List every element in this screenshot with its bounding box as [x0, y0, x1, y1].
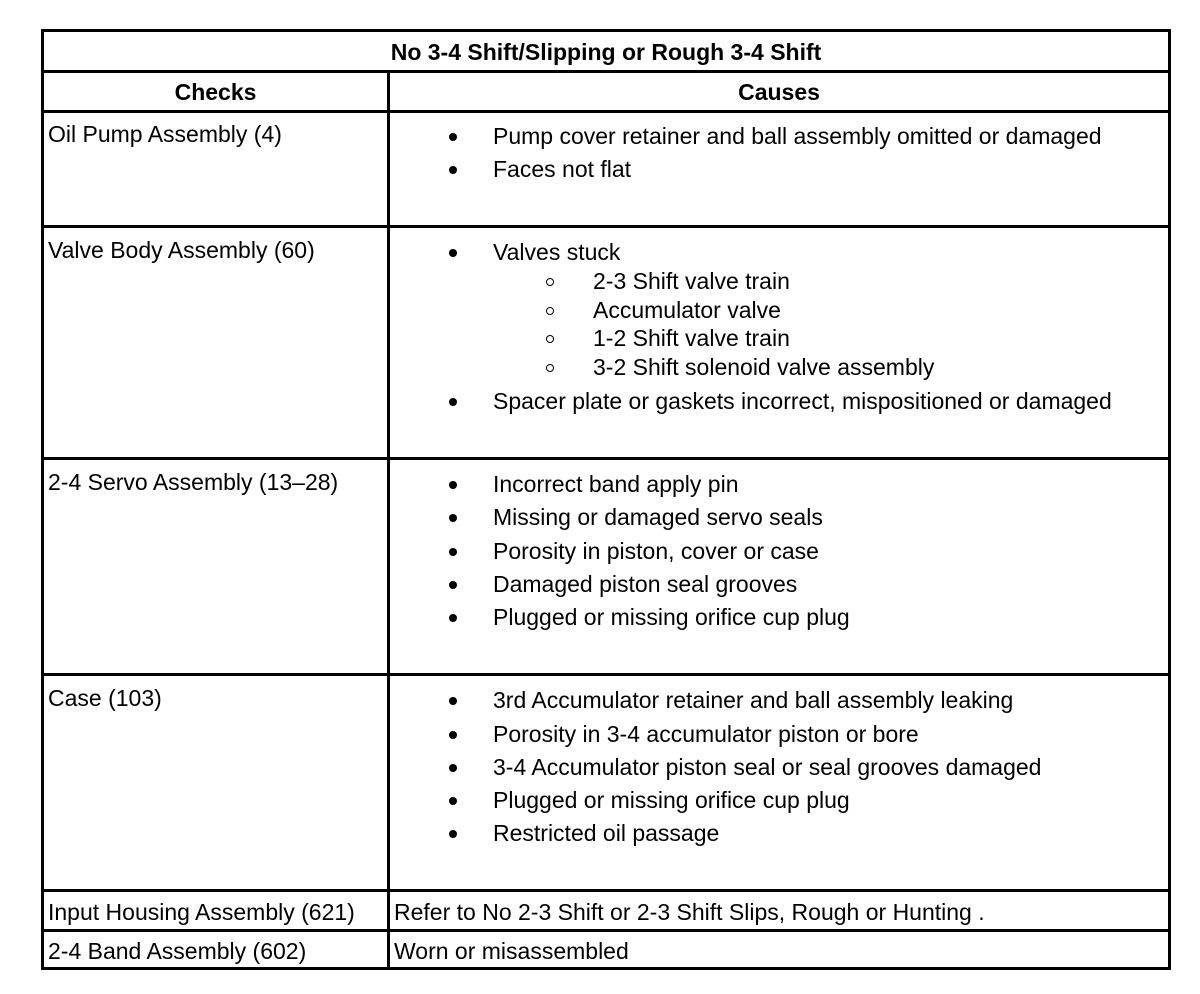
- check-cell: Oil Pump Assembly (4): [48, 121, 282, 147]
- bullet-icon: [449, 548, 457, 556]
- check-cell: 2-4 Band Assembly (602): [48, 938, 307, 964]
- bullet-icon: [449, 830, 457, 838]
- bullet-icon: [449, 797, 457, 805]
- bullet-icon: [449, 514, 457, 522]
- bullet-icon: [449, 166, 457, 174]
- check-cell: 2-4 Servo Assembly (13–28): [48, 469, 339, 495]
- bullet-icon: [449, 614, 457, 622]
- bullet-icon: [449, 133, 457, 141]
- bullet-icon: [449, 697, 457, 705]
- bullet-icon: [449, 581, 457, 589]
- circle-bullet-icon: [546, 335, 554, 343]
- bullet-icon: [449, 764, 457, 772]
- cause-cell: Worn or misassembled: [394, 938, 629, 964]
- bullet-icon: [449, 481, 457, 489]
- column-divider: [387, 73, 390, 967]
- bullet-icon: [449, 398, 457, 406]
- circle-bullet-icon: [546, 278, 554, 286]
- divider: [44, 673, 1168, 676]
- divider: [44, 929, 1168, 932]
- check-cell: Input Housing Assembly (621): [48, 899, 355, 925]
- column-header-checks: Checks: [174, 79, 257, 105]
- circle-bullet-icon: [546, 307, 554, 315]
- divider: [44, 110, 1168, 113]
- bullet-icon: [449, 731, 457, 739]
- table-title: No 3-4 Shift/Slipping or Rough 3-4 Shift: [390, 39, 822, 65]
- bullet-icon: [449, 249, 457, 257]
- circle-bullet-icon: [546, 364, 554, 372]
- divider: [44, 225, 1168, 228]
- check-cell: Case (103): [48, 685, 162, 711]
- divider: [44, 457, 1168, 460]
- cause-cell: Refer to No 2-3 Shift or 2-3 Shift Slips, Rough or Hunting .: [394, 899, 985, 925]
- divider: [44, 889, 1168, 892]
- diagnosis-table: No 3-4 Shift/Slipping or Rough 3-4 Shift Checks Causes Oil Pump Assembly (4) Pump cover retainer and ball assembly omitted or damaged Faces not flat Valve Body Assembly (60) Valves stuck 2-3 Shift valve train Accumulator valve 1-2 Shift valve train 3-2 Shift solenoid valve assembly Spacer plate or gaskets incorrect, mispositioned or damaged 2-4 Servo Assembly (13–28) Incorrect band apply pin Missing or damaged servo seals Porosity in piston, cover or case Damaged piston seal grooves Plugged or missing orifice cup plug Case (103) 3rd Accumulator retainer and ball assembly leaking Porosity in 3-4 accumulator piston or bore 3-4 Accumulator piston seal or seal grooves damaged Plugged or missing orifice cup plug Restricted oil passage Input Housing Assembly (621) Refer to No 2-3 Shift or 2-3 Shift Slips, Rough or Hunting . 2-4 Band Assembly (602) Worn or misassembled: [41, 29, 1171, 970]
- column-header-causes: Causes: [738, 79, 820, 105]
- check-cell: Valve Body Assembly (60): [48, 237, 315, 263]
